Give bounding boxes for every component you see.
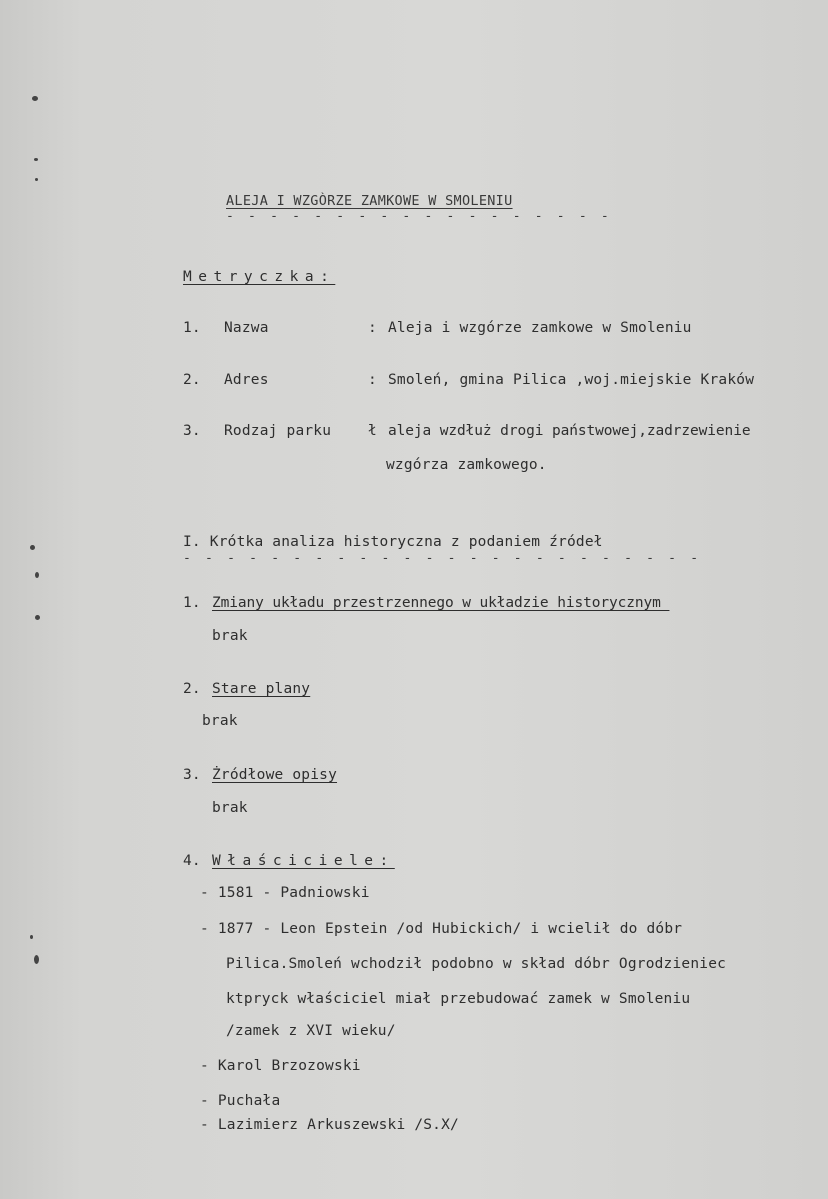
item-number: 2. (183, 681, 201, 697)
item-number: 1. (183, 595, 201, 611)
title-underline: - - - - - - - - - - - - - - - - - - (226, 209, 612, 224)
owner-entry-continued: /zamek z XVI wieku/ (226, 1023, 396, 1039)
row-label: Rodzaj parku (224, 423, 332, 439)
section-heading: I. Krótka analiza historyczna z podaniem źródeł (183, 534, 603, 550)
item-body: brak (212, 800, 248, 816)
owner-entry: - 1581 - Padniowski (200, 885, 370, 901)
row-number: 2. (183, 372, 201, 388)
metryczka-heading: Metryczka: (183, 269, 336, 285)
row-separator: : (368, 372, 377, 388)
item-number: 4. (183, 853, 201, 869)
item-body: brak (202, 713, 238, 729)
margin-speck (30, 545, 35, 550)
row-number: 1. (183, 320, 201, 336)
row-value-continued: wzgórza zamkowego. (386, 457, 547, 473)
row-number: 3. (183, 423, 201, 439)
item-body: brak (212, 628, 248, 644)
row-value: Smoleń, gmina Pilica ,woj.miejskie Kraków (388, 372, 755, 388)
owner-entry-continued: ktpryck właściciel miał przebudować zamek w Smoleniu (226, 991, 691, 1007)
item-title: Stare plany (212, 681, 311, 697)
row-value: aleja wzdłuż drogi państwowej,zadrzewienie (388, 423, 751, 439)
margin-speck (35, 178, 38, 181)
owner-entry: - Puchała (200, 1093, 281, 1109)
item-title: Żródłowe_opisy (212, 767, 338, 783)
row-label: Nazwa (224, 320, 269, 336)
owner-entry: - Lazimierz Arkuszewski /S.X/ (200, 1117, 459, 1133)
margin-speck (34, 955, 39, 964)
row-label: Adres (224, 372, 269, 388)
margin-speck (34, 158, 38, 161)
margin-speck (32, 96, 38, 101)
owner-entry: - 1877 - Leon Epstein /od Hubickich/ i wcielił do dóbr (200, 921, 683, 937)
row-separator: : (368, 320, 377, 336)
owner-entry-continued: Pilica.Smoleń wchodził podobno w skład dóbr Ogrodzieniec (226, 956, 727, 972)
row-separator: ł (368, 423, 377, 439)
item-title: Zmiany_układu przestrzennego_w_układzie historycznym_ (212, 595, 670, 611)
owners-title: Właściciele: (212, 853, 395, 869)
margin-speck (35, 615, 40, 620)
margin-speck (30, 935, 33, 939)
item-number: 3. (183, 767, 201, 783)
document-title: ALEJA I WZGÒRZE ZAMKOWE W SMOLENIU (226, 193, 513, 209)
owner-entry: - Karol Brzozowski (200, 1058, 361, 1074)
section-heading-underline: - - - - - - - - - - - - - - - - - - - - - - - - (183, 551, 702, 566)
row-value: Aleja i wzgórze zamkowe w Smoleniu (388, 320, 692, 336)
margin-speck (35, 572, 39, 578)
